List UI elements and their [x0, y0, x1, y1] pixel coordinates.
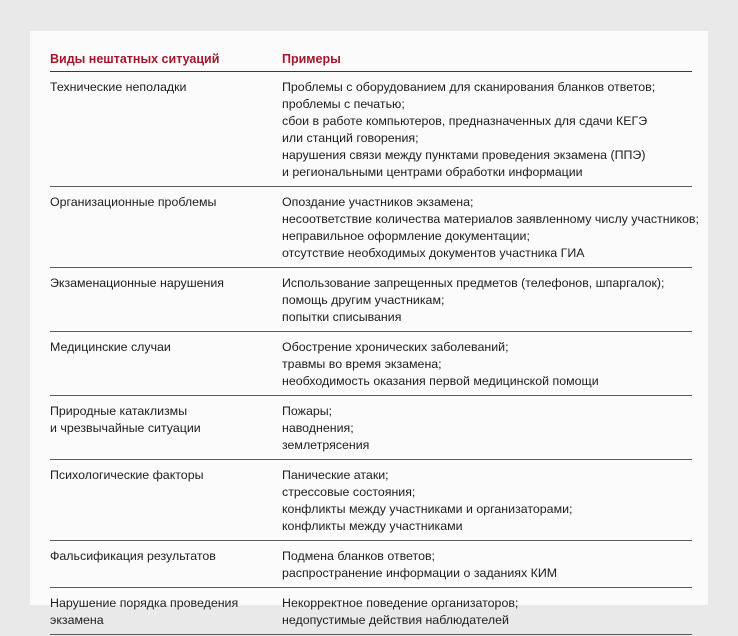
header-situation-types: Виды нештатных ситуаций [50, 51, 220, 66]
table-body [50, 72, 699, 635]
table-row [50, 187, 699, 268]
example-line: необходимость оказания первой медицинской помощи [282, 374, 599, 388]
situation-type-cell [50, 467, 282, 535]
examples-cell [282, 275, 692, 326]
table-row [50, 396, 692, 460]
table-row [50, 268, 692, 332]
situation-type-cell [50, 275, 282, 326]
example-line: нарушения связи между пунктами проведения экзамена (ППЭ) [282, 148, 646, 162]
example-line: наводнения; [282, 421, 354, 435]
table-row [50, 588, 692, 635]
situation-type-cell [50, 548, 282, 582]
situation-type-cell [50, 79, 282, 181]
example-line: Обострение хронических заболеваний; [282, 340, 509, 354]
example-line: Некорректное поведение организаторов; [282, 596, 519, 610]
example-line: отсутствие необходимых документов участника ГИА [282, 246, 585, 260]
table-row [50, 332, 692, 396]
example-line: помощь другим участникам; [282, 293, 445, 307]
example-line: сбои в работе компьютеров, предназначенных для сдачи КЕГЭ [282, 114, 648, 128]
examples-cell [282, 595, 692, 629]
table-row [50, 460, 692, 541]
situation-type-line: Технические неполадки [50, 80, 187, 94]
example-line: Использование запрещенных предметов (телефонов, шпаргалок); [282, 276, 665, 290]
situation-type-line: Природные катаклизмы [50, 404, 188, 418]
example-line: недопустимые действия наблюдателей [282, 613, 509, 627]
examples-cell [282, 467, 692, 535]
example-line: несоответствие количества материалов заявленному числу участников; [282, 212, 699, 226]
situation-type-cell [50, 339, 282, 390]
example-line: землетрясения [282, 438, 370, 452]
examples-cell [282, 548, 692, 582]
example-line: неправильное оформление документации; [282, 229, 530, 243]
situation-type-cell [50, 403, 282, 454]
example-line: Опоздание участников экзамена; [282, 195, 474, 209]
example-line: Панические атаки; [282, 468, 389, 482]
example-line: Проблемы с оборудованием для сканирования бланков ответов; [282, 80, 656, 94]
table-card [30, 31, 708, 627]
examples-cell [282, 339, 692, 390]
table-row [50, 72, 692, 187]
example-line: проблемы с печатью; [282, 97, 405, 111]
example-line: конфликты между участниками [282, 519, 463, 533]
situation-type-line: Фальсификация результатов [50, 549, 216, 563]
situation-type-line: Медицинские случаи [50, 340, 171, 354]
example-line: травмы во время экзамена; [282, 357, 442, 371]
table-row [50, 541, 692, 588]
example-line: Пожары; [282, 404, 333, 418]
example-line: Подмена бланков ответов; [282, 549, 435, 563]
example-line: стрессовые состояния; [282, 485, 416, 499]
examples-cell [282, 194, 699, 262]
example-line: попытки списывания [282, 310, 402, 324]
examples-cell [282, 79, 692, 181]
header-examples: Примеры [282, 51, 341, 66]
example-line: и региональными центрами обработки информации [282, 165, 583, 179]
example-line: распространение информации о заданиях КИМ [282, 566, 558, 580]
situations-table [50, 46, 699, 635]
example-line: конфликты между участниками и организаторами; [282, 502, 573, 516]
table-header [50, 46, 692, 72]
situation-type-line: и чрезвычайные ситуации [50, 421, 201, 435]
situation-type-line: Организационные проблемы [50, 195, 217, 209]
situation-type-line: Психологические факторы [50, 468, 204, 482]
examples-cell [282, 403, 692, 454]
situation-type-cell [50, 595, 282, 629]
situation-type-cell [50, 194, 282, 262]
situation-type-line: экзамена [50, 613, 104, 627]
situation-type-line: Экзаменационные нарушения [50, 276, 225, 290]
situation-type-line: Нарушение порядка проведения [50, 596, 239, 610]
example-line: или станций говорения; [282, 131, 419, 145]
